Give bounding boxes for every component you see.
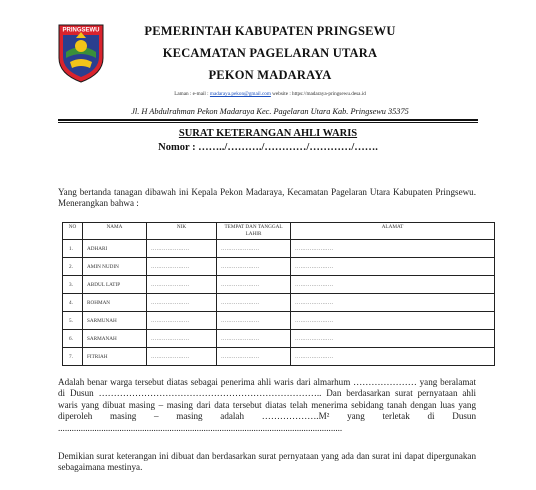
- cell-ttl: …………………: [217, 312, 291, 330]
- body-paragraph-1: Adalah benar warga tersebut diatas sebagai penerima ahli waris dari almarhum ………………… yang beralamat di Dusun ……………………………………………………………….. Dan berdasarkan surat pernyataan ahli waris yang dibuat masing – masing dari data tersebut diatas telah menerima sebidang tanah dengan luas yang diperoleh masing – masing adalah ……………….M² yang terletak di Dusun .............................................................................................................................: [58, 377, 476, 433]
- cell-alamat: …………………: [291, 258, 495, 276]
- cell-nik: …………………: [147, 348, 217, 366]
- cell-nama: ROHMAN: [83, 294, 147, 312]
- cell-no: 3.: [63, 276, 83, 294]
- cell-alamat: …………………: [291, 330, 495, 348]
- table-row: [63, 258, 495, 276]
- header-village: PEKON MADARAYA: [208, 68, 332, 82]
- intro-paragraph: Yang bertanda tanagan dibawah ini Kepala Pekon Madaraya, Kecamatan Pagelaran Utara Kabupaten Pringsewu. Menerangkan bahwa :: [58, 187, 476, 209]
- cell-nama: ADHARI: [83, 240, 147, 258]
- col-header-alamat: ALAMAT: [291, 223, 495, 240]
- cell-nik: …………………: [147, 294, 217, 312]
- contact-line: [110, 91, 430, 97]
- cell-alamat: …………………: [291, 294, 495, 312]
- col-header-no: NO: [63, 223, 83, 240]
- body-paragraph-2: Demikian surat keterangan ini dibuat dan berdasarkan surat pernyataan yang ada dan surat ini dapat dipergunakan sebagaimana mestinya.: [58, 451, 476, 473]
- email-link[interactable]: madaraya.pekon@gmail.com: [209, 91, 271, 97]
- cell-nik: …………………: [147, 330, 217, 348]
- letter-title: SURAT KETERANGAN AHLI WARIS: [178, 128, 358, 139]
- cell-alamat: …………………: [291, 276, 495, 294]
- header-district: KECAMATAN PAGELARAN UTARA: [162, 46, 378, 60]
- cell-no: 5.: [63, 312, 83, 330]
- cell-nik: …………………: [147, 276, 217, 294]
- cell-no: 1.: [63, 240, 83, 258]
- table-header-row: [63, 223, 495, 240]
- heirs-table: [62, 222, 495, 366]
- header-rule-thin: [58, 122, 478, 123]
- pringsewu-logo: [56, 22, 106, 84]
- table-row: [63, 348, 495, 366]
- cell-nik: …………………: [147, 240, 217, 258]
- cell-no: 4.: [63, 294, 83, 312]
- cell-ttl: …………………: [217, 348, 291, 366]
- cell-nama: SARMUNAH: [83, 312, 147, 330]
- col-header-nama: NAMA: [83, 223, 147, 240]
- cell-no: 2.: [63, 258, 83, 276]
- header-government: PEMERINTAH KABUPATEN PRINGSEWU: [144, 24, 396, 38]
- cell-no: 7.: [63, 348, 83, 366]
- cell-ttl: …………………: [217, 330, 291, 348]
- cell-nama: AMIN NUDIN: [83, 258, 147, 276]
- cell-nama: SARMANAH: [83, 330, 147, 348]
- table-row: [63, 330, 495, 348]
- table-row: [63, 312, 495, 330]
- letter-number: Nomor : ……../………./…………/…………/…….: [158, 142, 378, 153]
- cell-ttl: …………………: [217, 258, 291, 276]
- cell-nik: …………………: [147, 312, 217, 330]
- office-address: Jl. H Abdulrahman Pekon Madaraya Kec. Pagelaran Utara Kab. Pringsewu 35375: [131, 107, 409, 116]
- header-rule-thick: [58, 119, 478, 121]
- col-header-nik: NIK: [147, 223, 217, 240]
- cell-ttl: …………………: [217, 294, 291, 312]
- table-row: [63, 294, 495, 312]
- col-header-ttl: TEMPAT DAN TANGGAL LAHIR: [217, 223, 291, 240]
- cell-nama: ABDUL LATIP: [83, 276, 147, 294]
- cell-ttl: …………………: [217, 276, 291, 294]
- table-row: [63, 240, 495, 258]
- table-row: [63, 276, 495, 294]
- cell-nama: FITRIAH: [83, 348, 147, 366]
- cell-alamat: …………………: [291, 348, 495, 366]
- cell-ttl: …………………: [217, 240, 291, 258]
- website-text: website : https://madaraya-pringsewu.desa.id: [270, 91, 366, 97]
- logo-lettering: PRINGSEWU: [62, 27, 100, 34]
- cell-no: 6.: [63, 330, 83, 348]
- cell-alamat: …………………: [291, 240, 495, 258]
- cell-alamat: …………………: [291, 312, 495, 330]
- contact-prefix: Laman : e-mail :: [174, 91, 210, 97]
- cell-nik: …………………: [147, 258, 217, 276]
